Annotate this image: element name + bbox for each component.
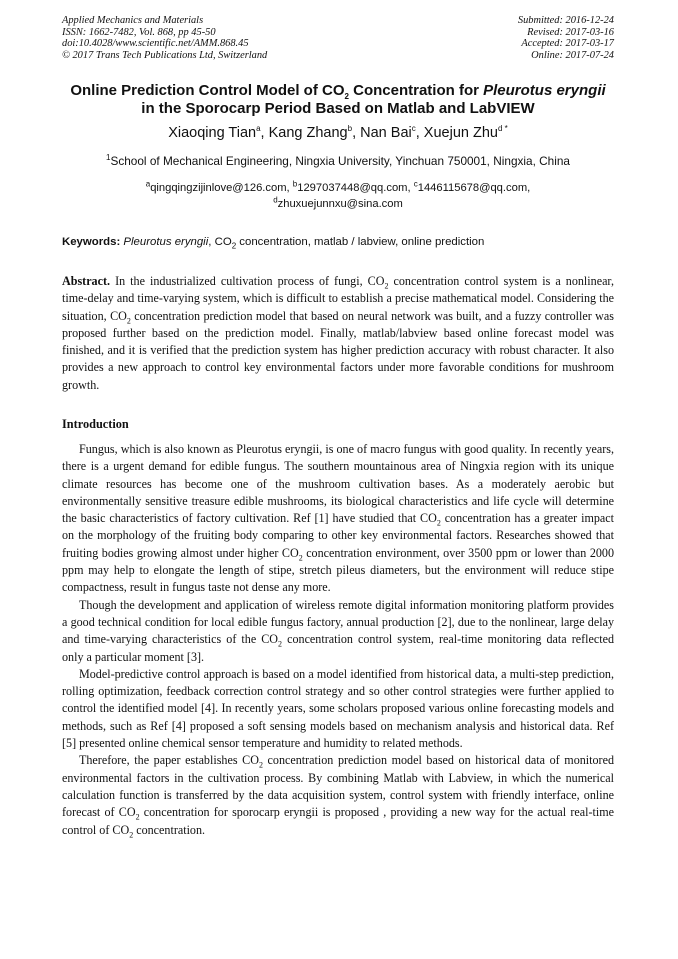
email-link[interactable]: 1297037448@qq.com,	[297, 182, 414, 194]
author: Kang Zhang$^b$	[268, 124, 353, 141]
paragraph: Though the development and application of wireless remote digital information monitoring platform provides a good technical condition for local edible fungus factory, annual production [2], due to the nonlinear, large delay and time-varying characteristics of the $CO_2$ concentration control system, real-time monitoring data reflected only a particular moment [3].	[62, 597, 614, 664]
title-text: Concentration for	[348, 82, 484, 99]
keywords: Keywords: Pleurotus eryngii, $CO_2$ concentration, matlab / labview, online prediction	[62, 236, 485, 251]
doi-link[interactable]: doi:10.4028/www.scientific.net/AMM.868.45	[62, 38, 249, 49]
title-text: in the Sporocarp Period Based on Matlab and LabVIEW	[141, 100, 535, 117]
introduction-body	[62, 441, 614, 839]
abstract: Abstract. In the industrialized cultivation process of fungi, $CO_2$ concentration control system is a nonlinear, time-delay and time-varying system, which is difficult to establish a precise mathematical model. Considering the situation, $CO_2$ concentration prediction model that based on neural network was built, and a fuzzy controller was proposed further based on the prediction model. Finally, matlab/labview based online forecast model was finished, and it is verified that the prediction system has higher prediction accuracy with robust character. It also provides a new approach to control key environmental factors under more favorable conditions for mushroom growth.	[62, 274, 615, 392]
issn: ISSN: 1662-7482, Vol. 868, pp 45-50	[62, 26, 216, 38]
paragraph: Fungus, which is also known as Pleurotus eryngii, is one of macro fungus with good quality. In recently years, there is a urgent demand for edible fungus. The southern mountainous area of Ningxia region with its unique climate resources has become one of the mushroom cultivation bases. As a moderately aerobic but environmentally sensitive treasure edible mushrooms, its biological characteristics and life cycle will determine the basic characteristics of factory cultivation. Ref [1] have studied that $CO_2$ concentration has a greater impact on the morphology of the fruiting body comparing to other key environmental factors. Researches showed that fruiting bodies growing almost under higher $CO_2$ concentration environment, over 3500 ppm or lower than 2000 ppm may help to elongate the length of stipe, stretch pileus diameters, but the environment will reduce stipe compactness, result in fungus taste not dense any more.	[62, 442, 615, 595]
journal-name: Applied Mechanics and Materials	[62, 15, 204, 26]
copyright: © 2017 Trans Tech Publications Ltd, Switzerland	[62, 49, 268, 61]
paper-title	[62, 82, 614, 118]
author-list: Xiaoqing Tian$^a$, Kang Zhang$^b$, Nan Bai$^c$, Xuejun Zhu$^{d *}$	[168, 124, 508, 141]
email-link[interactable]: qingqingzijinlove@126.com,	[150, 182, 293, 194]
paragraph: Model-predictive control approach is based on a model identified from historical data, a multi-step prediction, rolling optimization, feedback correction control strategy and so other control strategies were further applied to control the identified model [4]. In recently years, some scholars proposed various online forecasting models and methods, such as Ref [4] proposed a soft sensing models based on mechanism analysis and historical data. Ref [5] presented online chemical sensor temperature and humidity to related methods.	[62, 666, 614, 751]
title-subscript: 2	[344, 92, 349, 101]
revised-date: Revised: 2017-03-16	[527, 26, 614, 38]
email-link[interactable]: zhuxuejunnxu@sina.com	[277, 198, 403, 210]
section-heading-introduction: Introduction	[62, 417, 129, 431]
submitted-date: Submitted: 2016-12-24	[517, 15, 614, 26]
email-link[interactable]: 1446115678@qq.com,	[417, 182, 531, 194]
author: Xuejun Zhu$^{d *}$	[423, 124, 508, 141]
online-date: Online: 2017-07-24	[531, 49, 614, 61]
affiliation: $^1$School of Mechanical Engineering, Ningxia University, Yinchuan 750001, Ningxia, China	[106, 153, 570, 168]
journal-header-right	[518, 15, 614, 61]
author-emails: $^a$qingqingzijinlove@126.com, $^b$1297037448@qq.com, $^c$1446115678@qq.com, $^d$zhuxuejunnxu@sina.com	[145, 179, 531, 210]
journal-header-left	[62, 15, 267, 61]
author: Nan Bai$^c$	[360, 124, 416, 141]
title-species: Pleurotus eryngii	[483, 82, 606, 99]
paragraph: Therefore, the paper establishes $CO_2$ concentration prediction model based on historical data of monitored environmental factors in the cultivation process. By combining Matlab with Labview, in which the numerical calculation function is transferred by the data acquisition system, control system with friendly interface, online forecast of $CO_2$ concentration for sporocarp eryngii is proposed , providing a new way for the actual real-time control of $CO_2$ concentration.	[62, 753, 614, 839]
author: Xiaoqing Tian$^a$	[168, 124, 261, 141]
title-text: Online Prediction Control Model of CO	[70, 82, 345, 99]
abstract-label: Abstract.	[62, 274, 111, 288]
keywords-label: Keywords:	[62, 236, 121, 248]
accepted-date: Accepted: 2017-03-17	[521, 38, 614, 49]
